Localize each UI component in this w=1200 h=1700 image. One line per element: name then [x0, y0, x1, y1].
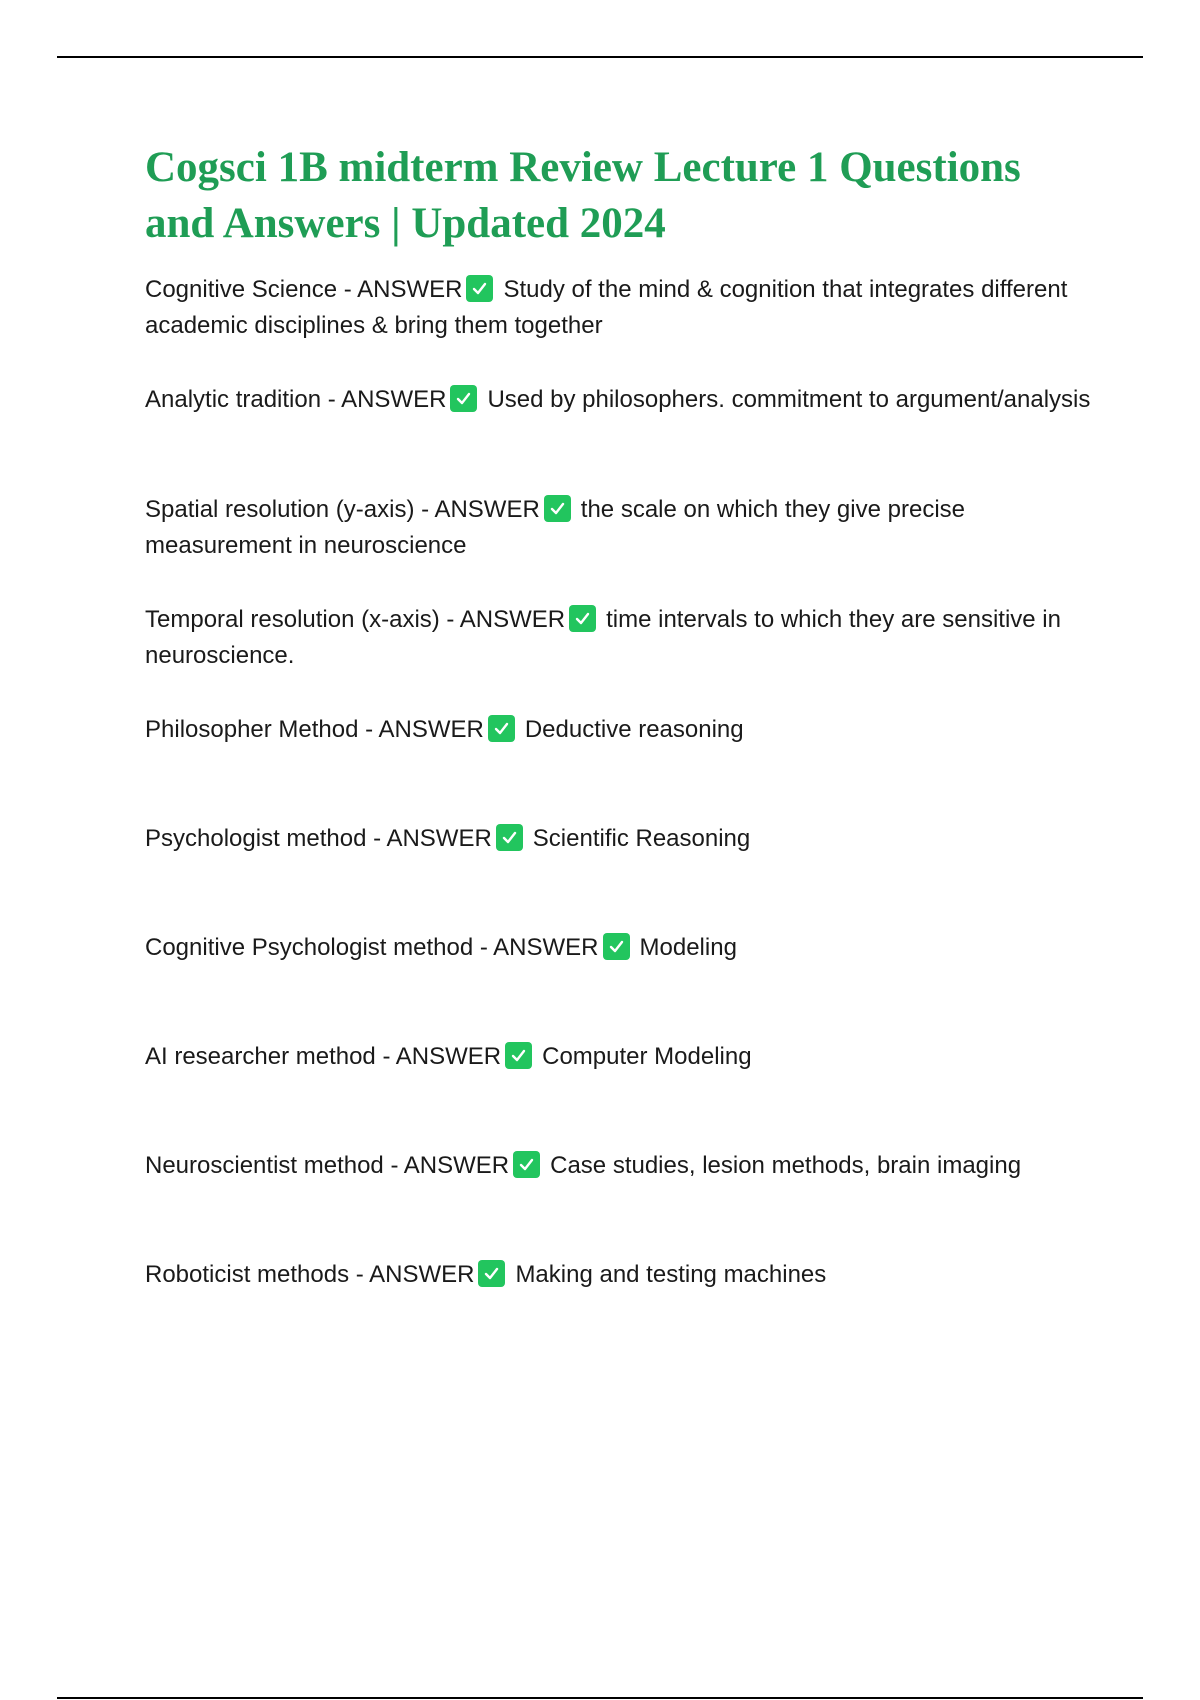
qa-term: Cognitive Psychologist method - ANSWER — [145, 934, 599, 961]
checkmark-icon — [569, 605, 596, 632]
qa-term: Analytic tradition - ANSWER — [145, 386, 447, 413]
qa-answer: Case studies, lesion methods, brain imaging — [550, 1152, 1022, 1179]
qa-item — [145, 1257, 1095, 1293]
qa-term: Cognitive Science - ANSWER — [145, 276, 463, 303]
qa-term: Psychologist method - ANSWER — [145, 825, 492, 852]
qa-answer: Making and testing machines — [515, 1261, 827, 1288]
qa-item — [145, 602, 1095, 674]
checkmark-icon — [466, 275, 493, 302]
qa-term: Temporal resolution (x-axis) - ANSWER — [145, 606, 566, 633]
checkmark-icon — [450, 385, 477, 412]
qa-item — [145, 1039, 1095, 1075]
qa-item — [145, 821, 1095, 857]
checkmark-icon — [478, 1260, 505, 1287]
top-divider — [57, 56, 1143, 58]
qa-answer: time intervals to which they are sensitive in neuroscience. — [145, 606, 1061, 669]
document-title: Cogsci 1B midterm Review Lecture 1 Questions and Answers | Updated 2024 — [145, 144, 1021, 247]
qa-answer: Scientific Reasoning — [532, 825, 751, 852]
qa-answer: Computer Modeling — [542, 1043, 752, 1070]
qa-answer: Used by philosophers. commitment to argument/analysis — [487, 386, 1091, 413]
qa-term: Neuroscientist method - ANSWER — [145, 1152, 510, 1179]
qa-answer: Deductive reasoning — [524, 716, 744, 743]
qa-term: Spatial resolution (y-axis) - ANSWER — [145, 496, 540, 523]
qa-answer: the scale on which they give precise measurement in neuroscience — [145, 496, 965, 559]
qa-term: AI researcher method - ANSWER — [145, 1043, 502, 1070]
checkmark-icon — [488, 715, 515, 742]
qa-item — [145, 492, 1095, 564]
qa-term: Philosopher Method - ANSWER — [145, 716, 484, 743]
qa-answer: Modeling — [639, 934, 737, 961]
qa-item — [145, 382, 1095, 454]
qa-item — [145, 1148, 1095, 1184]
qa-item — [145, 712, 1095, 748]
checkmark-icon — [544, 495, 571, 522]
bottom-divider — [57, 1697, 1143, 1699]
checkmark-icon — [603, 933, 630, 960]
qa-term: Roboticist methods - ANSWER — [145, 1261, 475, 1288]
checkmark-icon — [513, 1151, 540, 1178]
document-body — [145, 140, 1095, 1366]
qa-item — [145, 272, 1095, 344]
qa-list — [145, 272, 1095, 1293]
qa-answer: Study of the mind & cognition that integrates different academic disciplines & bring them together — [145, 276, 1068, 339]
qa-item — [145, 930, 1095, 966]
checkmark-icon — [505, 1042, 532, 1069]
checkmark-icon — [496, 824, 523, 851]
